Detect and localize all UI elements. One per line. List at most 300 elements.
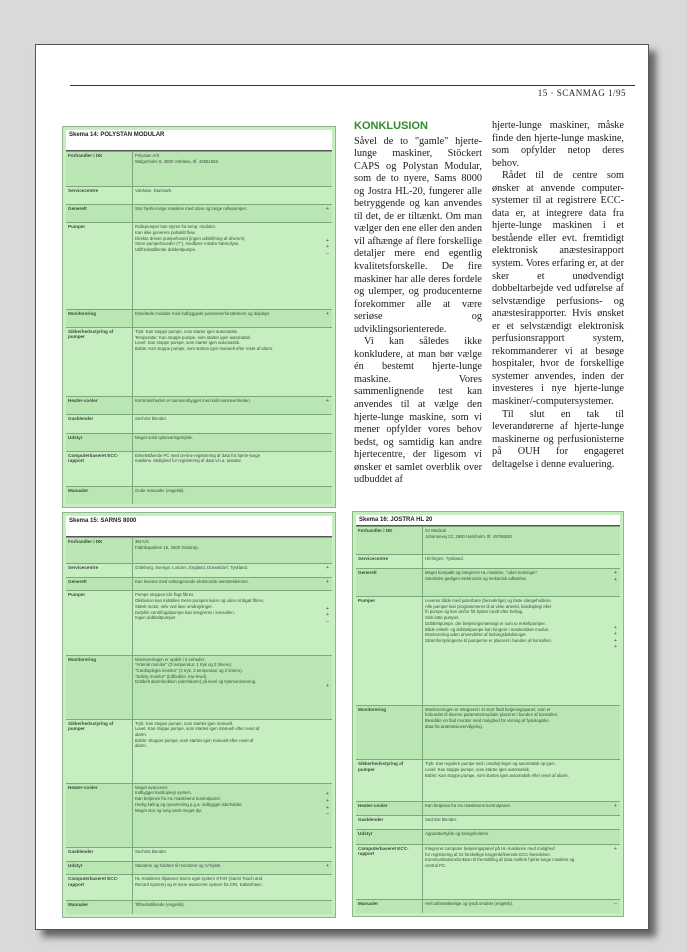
value-line: Polystan A/S [135,153,160,158]
value-line: Alle pumper kan programmeres til at virke arteriel, kardioplegi eller [425,603,552,609]
row-label: Sikkerhedsstyring af pumper [356,760,423,800]
value-line: Hirrlingen, Tyskland. [425,555,464,561]
evaluation-mark [611,611,620,618]
value-line: Pumpe stoppes når flugt fibres. [135,592,195,598]
page-number: 15 [537,88,548,98]
value-line: Göteborg, Sverige, London, England, Düsseldorf, Tyskland. [135,565,249,571]
evaluation-mark: + [326,237,329,244]
evaluation-mark [323,734,332,741]
row-marks [611,706,620,760]
value-line: SJ Medical [425,528,447,533]
magazine-page [35,44,649,930]
scheme-row [66,186,332,204]
scheme-row [66,414,332,432]
row-label: Servicecentre [66,564,133,577]
row-marks [611,900,620,913]
row-value [423,706,611,760]
scheme-title: Skema 15: SARNS 8000 [66,516,332,537]
scheme-row [66,451,332,486]
value-line: alarm. [135,732,147,738]
row-value [133,415,323,432]
row-label: Pumper [66,591,133,654]
scheme-row [356,705,620,760]
value-line: Monitorering uden anvendelse af ledningsfølulininger. [425,632,527,638]
scheme-row [356,815,620,829]
row-value [133,848,323,861]
row-value [133,487,323,504]
row-value [133,434,323,451]
value-line: Besidder en flad monitor med mulighed for visning af fysiologiske [425,717,549,723]
row-marks [323,487,332,504]
value-line: Stærk motor, selv ved lave omdrejninger. [135,603,213,609]
scheme-row [66,861,332,875]
row-marks [323,310,332,327]
evaluation-mark: – [326,250,329,257]
row-marks [611,760,620,800]
evaluation-mark [323,663,332,670]
evaluation-mark [611,859,620,866]
evaluation-mark [611,831,620,838]
evaluation-mark [611,618,620,625]
row-label: Monitorering [66,656,133,719]
evaluation-mark [323,224,332,231]
article-column-2 [492,120,624,471]
scheme-row [356,899,620,913]
value-line: Tryk: Kan stoppe pumpe, som starter igen automatisk. [135,328,239,334]
evaluation-mark: + [614,845,617,852]
value-line: "Cardioplegia monitor" (2 tryk, 3 temperatur og 2 timere). [135,667,243,673]
value-line: Både enkelt- og dobbeltpumpe kan fungere i masterslave modus. [425,626,550,632]
row-label: Gasblender [66,415,133,432]
evaluation-mark: + [326,605,329,612]
scheme-row [356,568,620,596]
value-line: "Arterial monitor" (3 temperatur, 1 tryk og 2 timere). [135,662,233,668]
row-label: Forhandler i DK [66,152,133,186]
value-line: Monitoreringen er integreret i ét stort fladt betjeningspanel, som er [425,706,551,712]
evaluation-mark: + [326,682,329,689]
value-line: Gode manualer (engelsk). [135,487,185,493]
evaluation-mark [323,727,332,734]
row-marks [323,578,332,591]
value-line: "Safety monitor" (luftbobler, low level). [135,673,208,679]
row-value [423,845,611,899]
value-line: Meget avanceret. [135,784,169,790]
evaluation-mark [611,852,620,859]
scheme-row [66,486,332,504]
scheme-row [66,900,332,914]
value-line: fri pumpe og kan derfor frit byttes rundt efter behag. [425,609,524,615]
value-line: Tilfredsstillende (engelsk). [135,902,185,908]
scheme-row [356,801,620,815]
row-value [133,862,323,875]
magazine-issue: SCANMAG 1/95 [556,88,626,98]
scheme-table [356,515,620,913]
evaluation-mark [611,761,620,768]
evaluation-mark: + [326,804,329,811]
row-marks [323,564,332,577]
evaluation-mark [323,902,332,909]
evaluation-mark [323,883,332,890]
evaluation-mark [611,535,620,542]
value-line: forbundet til diverse parametermoduler placeret i bunden af konsollen. [425,712,559,718]
value-line: Johannevej 22, 2900 Hørsholm, tlf. 45765530 [425,533,512,539]
header-rule [70,85,635,86]
scheme-row [356,759,620,800]
row-value [133,591,323,654]
row-marks [323,848,332,861]
row-label: Servicecentre [66,187,133,204]
value-line: Stor hjerte-lunge maskine med store og tunge rullepumper. [135,206,248,212]
evaluation-mark [611,817,620,824]
article-heading: KONKLUSION [354,120,428,132]
evaluation-mark [323,747,332,754]
article-column-1 [354,120,482,487]
row-value [133,578,323,591]
evaluation-mark [323,342,332,349]
evaluation-mark [611,726,620,733]
value-line: Meget kompakt og integreret HL maskine, "uden ledninger". [425,570,539,576]
value-line: Strømforsyningerne til pumperne er placeret i bunden af konsollen. [425,637,553,643]
row-label: Computerbaseret ECC-rapport [356,845,423,899]
row-marks [611,802,620,815]
evaluation-mark [611,768,620,775]
evaluation-mark [323,546,332,553]
value-line: for registrering af 24 forskellige brugerdefinerede ECC-hændelser. [425,851,551,857]
header-separator: · [550,88,554,98]
row-value [133,564,323,577]
scheme-row [66,590,332,654]
row-label: Monitorering [356,706,423,760]
row-marks [323,538,332,563]
row-marks [323,328,332,396]
evaluation-mark [323,592,332,599]
evaluation-mark [323,459,332,466]
row-value [133,310,323,327]
value-line: HL-maskinen tilpasses Sarns eget system STAR (Sarns Touch and [135,876,263,882]
scheme-table [66,130,332,504]
scheme-row [356,829,620,843]
scheme-title: Skema 14: POLYSTAN MODULAR [66,130,332,151]
row-value [423,527,611,554]
evaluation-mark: + [614,624,617,631]
value-line: Tryk: Kan regulere pumpe ned i omdrejninger og automatisk op igen. [425,761,556,767]
scheme-row [66,655,332,719]
row-value [423,802,611,815]
evaluation-mark [611,720,620,727]
value-line: Delphin centrifugalpumpe kan integreres i konsollen. [135,609,235,615]
value-line: Kommunikationsfunktion til fremstilling af data mellem hjerte-lunge maskine og [425,857,575,863]
evaluation-mark [323,539,332,546]
evaluation-mark: – [326,811,329,818]
evaluation-mark [323,153,332,160]
evaluation-mark [323,336,332,343]
evaluation-mark: + [326,578,329,585]
evaluation-mark [323,453,332,460]
evaluation-mark [611,774,620,781]
paragraph: Til slut en tak til leverandørerne af hjerte-lunge maskinerne og perfusionisterne på OUH for engageret deltagelse i denne evaluering. [492,408,624,470]
row-value [133,397,323,414]
scheme-15-box [62,512,336,918]
row-marks [611,816,620,829]
evaluation-mark [323,416,332,423]
evaluation-mark: + [326,310,329,317]
evaluation-mark [323,231,332,238]
row-label: Heater-cooler [66,397,133,414]
evaluation-mark [611,528,620,535]
evaluation-mark: + [326,206,329,213]
row-label: Sikkerhedsstyring af pumper [66,328,133,396]
evaluation-mark [611,866,620,873]
value-line: Enkeltstående PC med on-line registrering af data fra hjerte-lunge [135,452,261,458]
scheme-row [66,847,332,861]
value-line: Kan ikke generere pulsatilt flow. [135,230,196,236]
evaluation-mark [323,670,332,677]
row-marks [323,205,332,222]
row-marks [611,569,620,596]
value-line: Kan betjenes fra HL-maskinens kontrolpanel. [135,796,221,802]
row-value [133,328,323,396]
row-label: Gasblender [66,848,133,861]
value-line: Enkeltede moduler med indbyggede parameterforstærkere og displays. [135,310,271,316]
paragraph: Vi kan således ikke konkludere, at man bør vælge én bestemt hjerte-lunge maskine. Vores sammenlignende test kan anvendes til at vælge den hjerte-lunge maskine, som vi mener opfylder vores behov bedst, og samtidig kan andre hjertecentre, der ligesom vi ønsker et samlet overblik over udbuddet af [354,336,482,486]
row-marks [323,591,332,654]
scheme-16-box [352,511,624,917]
row-label: Heater-cooler [66,784,133,847]
value-line: Dobbeltpumpe, der betjeningsmæssigt er som to enkeltpumper. [425,620,546,626]
row-value [423,900,611,913]
scheme-row [66,433,332,451]
evaluation-mark [611,556,620,563]
evaluation-mark [611,598,620,605]
value-line: Monitoreringen er opdelt i 3 enheder: [135,656,206,662]
row-value [133,452,323,486]
row-marks [323,397,332,414]
scheme-row [66,563,332,577]
value-line: Ingen dobbeltpumper. [135,615,177,621]
evaluation-mark: – [614,900,617,907]
scheme-row [66,396,332,414]
evaluation-mark [323,160,332,167]
scheme-row [356,526,620,554]
value-line: Kan betjenes fra HL-maskinens kontrolpanel. [425,802,511,808]
evaluation-mark: + [614,570,617,577]
value-line: alarm. [135,743,147,749]
scheme-14-box [62,126,336,508]
row-value [133,720,323,783]
row-marks [611,830,620,843]
value-line: Fabriksparken 15, 2600 Glostrup. [135,544,199,550]
value-line: Indbygget kardioplegi system. [135,790,192,796]
evaluation-mark [323,329,332,336]
scheme-row [66,327,332,396]
evaluation-mark: + [326,398,329,405]
row-marks [323,415,332,432]
evaluation-mark [323,876,332,883]
value-line: Boble: Stopper pumpe, som startes igen manuelt efter reset af [135,737,254,743]
row-label: Pumper [66,223,133,309]
scheme-row [66,874,332,900]
scheme-row [356,554,620,568]
value-line: 3M A/S [135,539,149,544]
value-line: Boble: Kan stoppe pumpe, som startes igen automatisk efter reset af alarm. [425,772,569,778]
row-label: Udstyr [356,830,423,843]
value-line: Temperatur: Kan stoppe pumpe, som starter igen automatisk. [135,334,252,340]
row-label: Forhandler i DK [66,538,133,563]
evaluation-mark [611,707,620,714]
evaluation-mark: + [326,612,329,619]
row-value [133,538,323,563]
row-label: Manualer [66,901,133,914]
value-line: Record System) og et mere avanceret system fra CRI, København. [135,881,263,887]
evaluation-mark [611,605,620,612]
row-label: Manualer [66,487,133,504]
row-marks [611,555,620,568]
row-marks [323,862,332,875]
row-value [133,223,323,309]
paragraph: hjerte-lunge maskiner, måske finde den hjerte-lunge maskine, som opfylder netop deres behov. [492,120,624,169]
value-line: Kontrolenheden er sammenbygget med kold-varmeenheden. [135,398,251,404]
scheme-table [66,516,332,914]
evaluation-mark: + [326,565,329,572]
value-line: Meget stor og tung samt meget dyr. [135,807,203,813]
value-line: maskine. Mulighed for registrering af data v.h.a. tastatur. [135,458,242,464]
row-label: Computerbaseret ECC-rapport [66,875,133,900]
row-marks [323,223,332,309]
evaluation-mark: + [614,576,617,583]
row-value [423,816,611,829]
evaluation-mark: + [614,637,617,644]
row-label: Servicecentre [356,555,423,568]
value-line: Sink lette pumper. [425,615,460,621]
value-line: Rullepumper kan styres fra temp. modulet. [135,224,216,230]
row-label: Computerbaseret ECC-rapport [66,452,133,486]
row-value [133,901,323,914]
value-line: Integreret computer betjeningspanel på HL-maskinen med mulighed [425,845,555,851]
row-label: Heater-cooler [356,802,423,815]
scheme-row [66,204,332,222]
value-line: Direkte drevet pumpehoved (ingen udskiftning af drivrem). [135,235,246,241]
evaluation-mark [323,849,332,856]
evaluation-mark [323,349,332,356]
row-label: Generelt [66,205,133,222]
evaluation-mark [323,785,332,792]
row-marks [323,434,332,451]
evaluation-mark: + [326,862,329,869]
value-line: Kan leveres med veltungerende elektronisk venstreklemme. [135,578,249,584]
paragraph: Såvel de to "gamle" hjerte-lunge maskiner, Stöckert CAPS og Polystan Modular, som de to nyere, Sams 8000 og Jostra HL-20, fungerer alle betryggende og kan anvendes til det, de er tiltænkt. Om man vælger den ene eller den anden vil afhænge af flere forskellige detaljer mere end egentlig kvalitetsforskelle. De fire maskiner har alle deres fordele og ulemper, og producenterne forekommer alle at være seriøse og udviklingsorienterede. [354,135,482,335]
value-line: Okklusion kan indstilles mens pumpen kører og uden at tilgøt fibres. [135,598,265,604]
row-value [133,656,323,719]
evaluation-mark [323,599,332,606]
row-label: Forhandler i DK [356,527,423,554]
row-label: Monitorering [66,310,133,327]
evaluation-mark: + [614,644,617,651]
value-line: central PC. [425,862,447,868]
value-line: Hurtig køling og opvarmning p.g.a. indbygget isbeholder. [135,801,243,807]
value-line: Level: Kan stoppe pumpe, som starter igen automatisk. [135,340,241,346]
value-line: Dobbelt alarmfunktion (alert/alarm) på level og trykmonitorering. [135,679,257,685]
evaluation-mark: – [326,618,329,625]
evaluation-mark [323,740,332,747]
row-value [133,784,323,847]
row-marks [323,152,332,186]
row-value [423,555,611,568]
value-line: Level: Kan stoppe pumpe, som startes igen manuelt efter reset af [135,726,260,732]
row-marks [611,597,620,704]
value-line: Sechrist blender. [135,848,168,854]
evaluation-mark: + [614,631,617,638]
scheme-row [66,537,332,563]
value-line: Walgerholm 8, 3500 Værløse, tlf. 42651566 [135,158,218,164]
value-line: Meget solid opbevaringshylde. [135,434,194,440]
row-label: Sikkerhedsstyring af pumper [66,720,133,783]
value-line: Tryk: Kan stoppe pumpe, som startes igen manuelt. [135,720,234,726]
row-label: Pumper [356,597,423,704]
running-header [538,88,626,98]
evaluation-mark: + [326,798,329,804]
value-line: Sechrist blender. [425,816,458,822]
row-marks [323,875,332,900]
row-marks [611,527,620,554]
value-line: Boble: Kan stoppe pumpe, som startes igen manuelt efter reset af alarm. [135,346,274,351]
row-label: Generelt [66,578,133,591]
row-marks [323,656,332,719]
value-line: Sechrist blender. [135,416,168,422]
row-label: Udstyr [66,862,133,875]
evaluation-mark: + [326,791,329,798]
evaluation-mark: + [614,802,617,809]
value-line: Leveres både med justerbare (besværlige) og faste slangeholdere. [425,598,552,604]
scheme-row [66,309,332,327]
row-marks [611,845,620,899]
row-value [133,152,323,186]
paragraph: Rådet til de centre som ønsker at anvende computer-systemer til at registrere ECC-data er, at integrere data fra hjerte-lunge maskinen i et bestående eller evt. fremtidigt elektronisk anæstesirapport system. Vores erfaring er, at der sker et unødvendigt dobbeltarbejde ved udførelse af selvstændige perfusions- og anæstesirapporter. Hvis ønsket er et selvstændigt elektronisk perfusionsrapport system, rekommanderer vi at besøge hospitaler, hvor de forskellige systemer anvendes, inden der investeres i nye hjerte-lunge maskiner/-computersystemer. [492,170,624,408]
evaluation-mark [323,657,332,664]
row-marks [323,784,332,847]
evaluation-mark: + [326,244,329,251]
row-value [133,205,323,222]
evaluation-mark [323,488,332,495]
scheme-row [66,719,332,783]
scheme-row [356,596,620,704]
value-line: Store pumpehoveder (7"), medfører mindre hæmolyse. [135,241,240,247]
row-value [423,760,611,800]
row-label: Manualer [356,900,423,913]
row-value [423,830,611,843]
row-label: Udstyr [66,434,133,451]
value-line: Særdeles gedigen elektronisk og mekanisk udførelse. [425,575,528,581]
value-line: Helt utilstrækkelige og tyndt omdele (engelsk). [425,900,514,906]
row-value [423,569,611,596]
row-marks [323,452,332,486]
row-label: Gasblender [356,816,423,829]
evaluation-mark [323,721,332,728]
evaluation-mark [323,435,332,442]
evaluation-mark [611,713,620,720]
scheme-row [66,577,332,591]
scheme-title: Skema 16: JOSTRA HL 20 [356,515,620,526]
row-value [133,875,323,900]
row-marks [323,720,332,783]
value-line: data fra anæstesiovervågning. [425,723,483,729]
row-value [423,597,611,704]
scheme-row [66,151,332,186]
evaluation-mark [323,188,332,195]
scheme-row [66,783,332,847]
scheme-row [356,844,620,899]
row-label: Generelt [356,569,423,596]
row-marks [323,901,332,914]
